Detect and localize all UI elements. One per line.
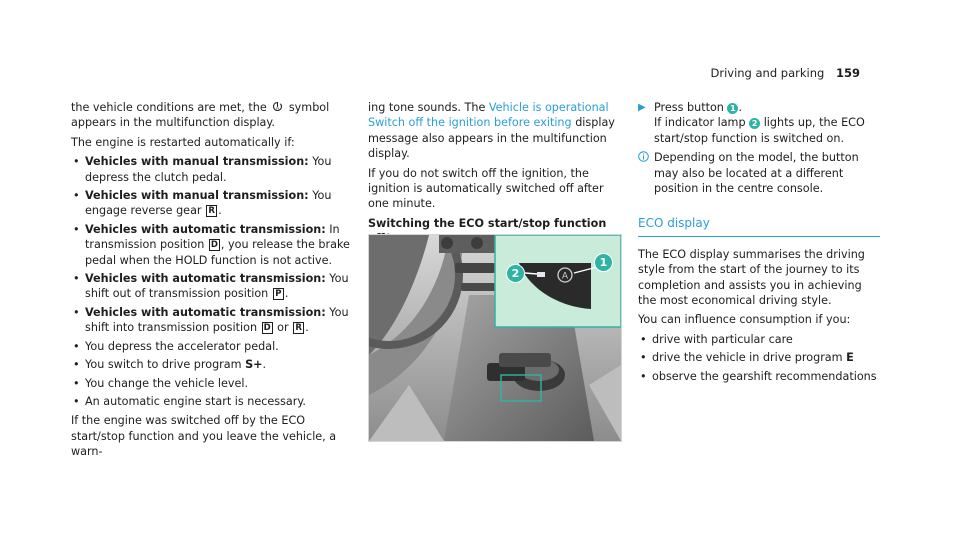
gear-key-icon: R	[293, 322, 304, 334]
restart-conditions-list	[71, 154, 353, 409]
callout-1-ref: 1	[727, 103, 738, 114]
eco-display-text: The ECO display summarises the driving style from the start of the journey to its completion and assists you in achieving the most economical driving style.	[638, 247, 865, 308]
list-item: • observe the gearshift recommendations	[638, 369, 880, 384]
auto-off-text: If you do not switch off the ignition, the ignition is automatically switched off after one minute.	[368, 166, 604, 211]
list-item: • You change the vehicle level.	[71, 376, 353, 391]
column-3	[638, 100, 880, 388]
influence-text: You can influence consumption if you:	[638, 313, 851, 327]
condition-label: Vehicles with manual transmission:	[85, 189, 309, 203]
list-item: • You depress the accelerator pedal.	[71, 339, 353, 354]
callout-1: 1	[594, 253, 613, 272]
list-item: • Vehicles with manual transmission: You depress the clutch pedal.	[71, 154, 353, 185]
eco-display-heading: ECO display	[638, 216, 880, 236]
consumption-tips-list	[638, 332, 880, 384]
drive-program: E	[846, 351, 854, 365]
condition-label: Vehicles with automatic transmission:	[85, 222, 326, 236]
page-number: 159	[835, 66, 860, 80]
list-item: • Vehicles with automatic transmission: You shift out of transmission position P .	[71, 271, 353, 302]
list-item: • drive with particular care	[638, 332, 880, 347]
gear-key-icon: D	[210, 240, 218, 251]
gear-key-icon: R	[206, 205, 217, 217]
outro-text: If the engine was switched off by the ECO start/stop function and you leave the vehicle, a warn-	[71, 414, 337, 459]
svg-text:A: A	[276, 106, 280, 112]
page-header	[710, 66, 860, 81]
list-item: • Vehicles with automatic transmission: You shift into transmission position D or R .	[71, 305, 353, 336]
arrow-icon: ▶	[638, 102, 646, 113]
subheading: Switching the ECO start/stop function	[368, 216, 607, 230]
eco-start-stop-icon	[272, 101, 283, 112]
info-note: Depending on the model, the button may also be located at a different position in the centre console.	[638, 150, 880, 196]
drive-program: S+	[245, 358, 263, 372]
condition-label: Vehicles with manual transmission:	[85, 155, 309, 169]
column-2	[368, 100, 620, 255]
list-item: • You switch to drive program S+.	[71, 357, 353, 372]
continuation-text: ing tone sounds. The Vehicle is operational Switch off the ignition before exiting display message also appears in the multifunction display.	[368, 101, 615, 161]
gear-key-icon: D	[263, 323, 271, 334]
svg-text:A: A	[561, 271, 569, 282]
list-item: • An automatic engine start is necessary.	[71, 394, 353, 409]
callout-2: 2	[506, 264, 525, 283]
center-console-figure	[368, 234, 622, 442]
callout-2-ref: 2	[749, 118, 760, 129]
list-item: • Vehicles with manual transmission: You engage reverse gear R .	[71, 188, 353, 219]
list-item: • Vehicles with automatic transmission: In transmission position D , you release the brake pedal when the HOLD function is not active.	[71, 222, 353, 268]
gear-key-icon: P	[273, 288, 284, 300]
press-button-step: ▶ Press button 1 . If indicator lamp 2 lights up, the ECO start/stop function is switched on.	[638, 101, 865, 145]
column-1	[71, 100, 353, 464]
intro-paragraph: the vehicle conditions are met, the A symbol appears in the multifunction display.	[71, 101, 330, 130]
restart-text: The engine is restarted automatically if:	[71, 135, 295, 149]
display-message-link: Vehicle is operational Switch off the ignition before exiting	[368, 101, 609, 130]
list-item: • drive the vehicle in drive program E	[638, 350, 880, 365]
section-title: Driving and parking	[710, 66, 825, 80]
console-illustration	[369, 235, 621, 441]
condition-label: Vehicles with automatic transmission:	[85, 272, 326, 286]
condition-label: Vehicles with automatic transmission:	[85, 305, 326, 319]
info-icon	[638, 151, 649, 162]
